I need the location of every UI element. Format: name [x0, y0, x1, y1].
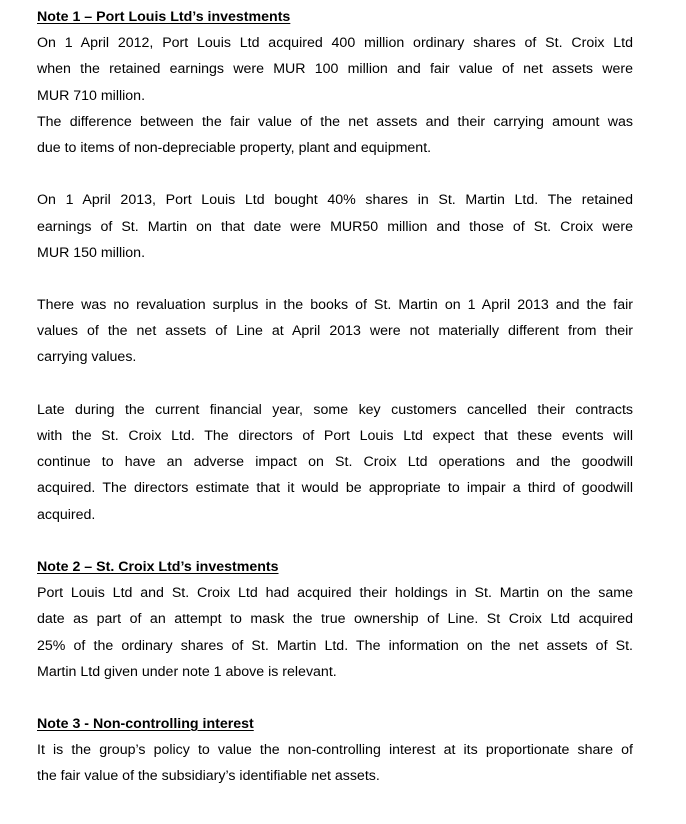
- note-1-heading: Note 1 – Port Louis Ltd’s investments: [37, 9, 291, 25]
- text-line: values of the net assets of Line at April 2013 were not materially different from their: [37, 323, 633, 340]
- text-line: the fair value of the subsidiary’s identifiable net assets.: [37, 768, 380, 785]
- text-line: when the retained earnings were MUR 100 million and fair value of net assets were: [37, 61, 633, 78]
- document-page: [37, 4, 633, 790]
- text-line: carrying values.: [37, 349, 137, 366]
- text-line: On 1 April 2012, Port Louis Ltd acquired 400 million ordinary shares of St. Croix Ltd: [37, 35, 633, 52]
- note-3-heading-line: [37, 711, 633, 737]
- note-2-heading: Note 2 – St. Croix Ltd’s investments: [37, 558, 279, 575]
- note-3-paragraph-1: [37, 737, 633, 789]
- text-line: Martin Ltd given under note 1 above is relevant.: [37, 663, 337, 680]
- note-1-paragraph-4: [37, 292, 633, 371]
- paragraph-spacer: [37, 371, 633, 397]
- paragraph-spacer: [37, 161, 633, 187]
- note-1-paragraph-3: [37, 187, 633, 266]
- note-3-section: [37, 711, 633, 790]
- text-line: with the St. Croix Ltd. The directors of Port Louis Ltd expect that these events will: [37, 428, 633, 444]
- text-line: MUR 710 million.: [37, 87, 146, 104]
- text-line: date as part of an attempt to mask the true ownership of Line. St Croix Ltd acquired: [37, 611, 633, 628]
- text-line: Late during the current financial year, some key customers cancelled their contracts: [37, 401, 633, 418]
- text-line: On 1 April 2013, Port Louis Ltd bought 40% shares in St. Martin Ltd. The retained: [37, 192, 633, 209]
- note-1-section: [37, 4, 633, 528]
- note-3-heading: Note 3 - Non-controlling interest: [37, 716, 254, 733]
- text-line: There was no revaluation surplus in the books of St. Martin on 1 April 2013 and the fair: [37, 297, 633, 314]
- section-spacer: [37, 528, 633, 554]
- note-2-heading-line: [37, 554, 633, 580]
- text-line: due to items of non-depreciable property, plant and equipment.: [37, 139, 432, 156]
- paragraph-spacer: [37, 266, 633, 292]
- text-line: continue to have an adverse impact on St. Croix Ltd operations and the goodwill: [37, 454, 633, 471]
- note-1-heading-line: [37, 4, 633, 30]
- note-1-paragraph-1: [37, 30, 633, 109]
- note-2-paragraph-1: [37, 580, 633, 685]
- text-line: Port Louis Ltd and St. Croix Ltd had acquired their holdings in St. Martin on the same: [37, 585, 633, 602]
- text-line: acquired. The directors estimate that it would be appropriate to impair a third of goodwill: [37, 480, 633, 497]
- note-1-paragraph-2: [37, 109, 633, 161]
- text-line: earnings of St. Martin on that date were MUR50 million and those of St. Croix were: [37, 218, 633, 235]
- note-2-section: [37, 554, 633, 685]
- text-line: It is the group’s policy to value the non-controlling interest at its proportionate share of: [37, 742, 633, 759]
- section-spacer: [37, 685, 633, 711]
- text-line: 25% of the ordinary shares of St. Martin Ltd. The information on the net assets of St.: [37, 637, 633, 654]
- text-line: acquired.: [37, 506, 96, 523]
- text-line: MUR 150 million.: [37, 244, 146, 261]
- text-line: The difference between the fair value of the net assets and their carrying amount was: [37, 113, 633, 130]
- note-1-paragraph-5: [37, 397, 633, 528]
